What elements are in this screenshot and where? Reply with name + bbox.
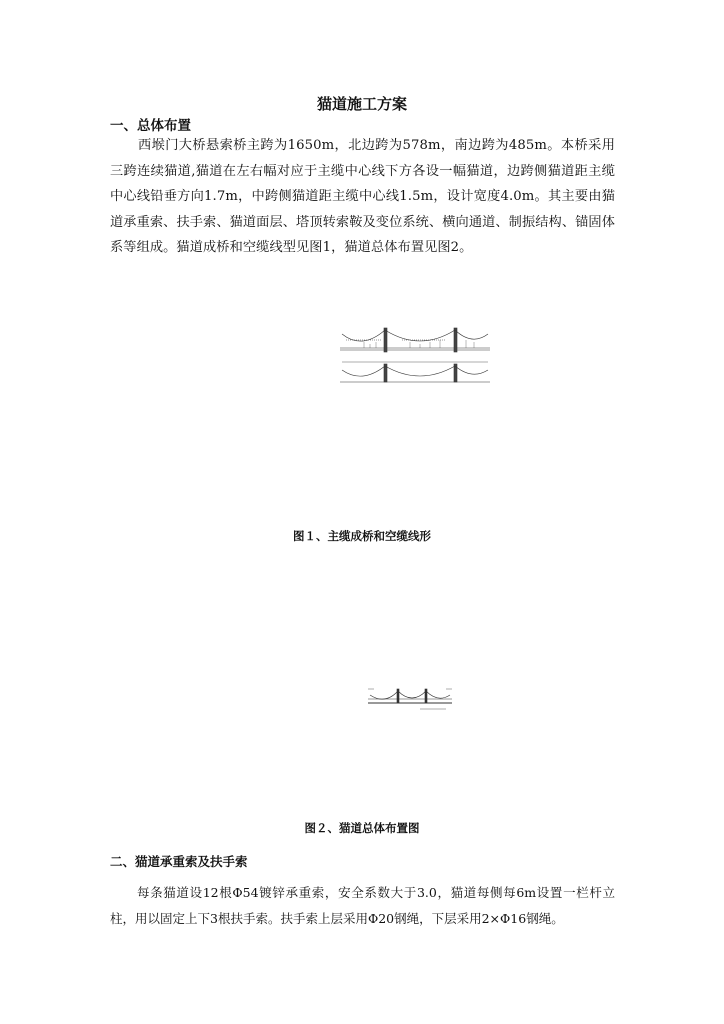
- section-2-paragraph: 每条猫道设12根Φ54镀锌承重索，安全系数大于3.0，猫道每侧每6m设置一栏杆立柱，用以固定上下3根扶手索。扶手索上层采用Φ20钢绳，下层采用2×Φ16钢绳。: [110, 885, 615, 926]
- figure-1-caption: 图１、主缆成桥和空缆线形: [293, 529, 431, 543]
- section-2-heading: 二、猫道承重索及扶手索: [110, 854, 248, 869]
- figure-1-drawing: [0, 320, 724, 390]
- figure-2-drawing: [0, 683, 724, 713]
- page-title: 猫道施工方案: [316, 95, 407, 113]
- section-1-paragraph: 西堠门大桥悬索桥主跨为1650m，北边跨为578m，南边跨为485m。本桥采用三跨连续猫道,猫道在左右幅对应于主缆中心线下方各设一幅猫道，边跨侧猫道距主缆中心线铅垂方向1.7m，中跨侧猫道距主缆中心线1.5m，设计宽度4.0m。其主要由猫道承重索、扶手索、猫道面层、塔顶转索鞍及变位系统、横向通道、制振结构、锚固体系等组成。猫道成桥和空缆线型见图1，猫道总体布置见图2。: [110, 138, 615, 255]
- figure-2-caption: 图２、猫道总体布置图: [304, 821, 420, 835]
- section-1-heading: 一、总体布置: [110, 118, 191, 134]
